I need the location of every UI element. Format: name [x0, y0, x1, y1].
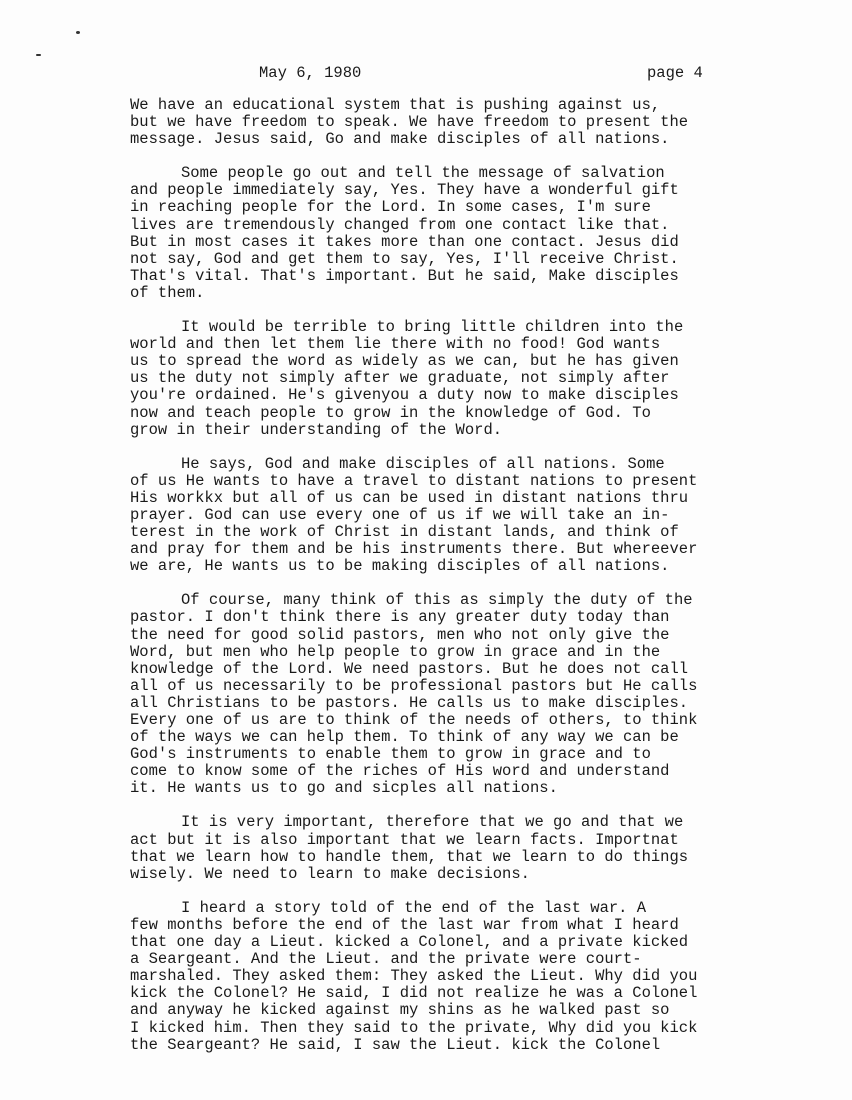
text-line: and anyway he kicked against my shins as he walked past so [130, 1001, 670, 1020]
text-line: grow in their understanding of the Word. [130, 420, 503, 439]
text-line: But in most cases it takes more than one contact. Jesus did [130, 232, 679, 251]
text-line: the Seargeant? He said, I saw the Lieut. kick the Colonel [130, 1035, 661, 1054]
text-line: Word, but men who help people to grow in grace and in the [130, 642, 661, 661]
text-line: Some people go out and tell the message of salvation [181, 164, 665, 183]
text-line: the need for good solid pastors, men who not only give the [130, 625, 670, 644]
paragraph [130, 900, 820, 1054]
text-line: He says, God and make disciples of all nations. Some [181, 454, 665, 473]
text-line: It would be terrible to bring little children into the [181, 318, 684, 337]
text-line: not say, God and get them to say, Yes, I'll receive Christ. [130, 249, 679, 268]
ink-speck [36, 54, 41, 56]
paragraph [130, 456, 820, 576]
text-line: we are, He wants us to be making disciples of all nations. [130, 557, 670, 576]
text-line: kick the Colonel? He said, I did not realize he was a Colonel [130, 984, 698, 1003]
text-line: We have an educational system that is pushing against us, [130, 96, 661, 114]
text-line: that one day a Lieut. kicked a Colonel, and a private kicked [130, 933, 689, 952]
paragraph [130, 165, 820, 302]
text-line: That's vital. That's important. But he said, Make disciples [130, 266, 679, 285]
text-line: few months before the end of the last war from what I heard [130, 915, 679, 934]
text-line: of us He wants to have a travel to distant nations to present [130, 471, 698, 490]
text-line: I heard a story told of the end of the last war. A [181, 898, 647, 917]
text-line: Every one of us are to think of the needs of others, to think [130, 711, 698, 729]
text-line: prayer. God can use every one of us if we will take an in- [130, 505, 670, 524]
text-line: of them. [130, 283, 205, 302]
text-line: a Seargeant. And the Lieut. and the private were court- [130, 950, 642, 969]
text-line: and pray for them and be his instruments there. But whereever [130, 540, 698, 559]
text-line: God's instruments to enable them to grow in grace and to [130, 745, 651, 764]
text-line: message. Jesus said, Go and make disciples of all nations. [130, 130, 670, 149]
paragraph [130, 814, 820, 882]
text-line: terest in the work of Christ in distant lands, and think of [130, 523, 679, 542]
paragraph [130, 97, 820, 148]
text-line: world and then let them lie there with no food! God wants [130, 335, 661, 354]
text-line: Of course, many think of this as simply the duty of the [181, 591, 693, 610]
header-date: May 6, 1980 [259, 64, 362, 82]
text-line: come to know some of the riches of His word and understand [130, 762, 670, 781]
text-line: lives are tremendously changed from one contact like that. [130, 215, 670, 234]
text-line: wisely. We need to learn to make decisions. [130, 864, 530, 883]
text-line: I kicked him. Then they said to the private, Why did you kick [130, 1018, 698, 1037]
page-header [0, 64, 852, 84]
text-line: all Christians to be pastors. He calls us to make disciples. [130, 693, 689, 712]
text-line: pastor. I don't think there is any greater duty today than [130, 608, 670, 627]
text-line: His workkx but all of us can be used in distant nations thru [130, 488, 689, 507]
text-line: It is very important, therefore that we go and that we [181, 813, 684, 832]
text-line: that we learn how to handle them, that we learn to do things [130, 847, 689, 866]
text-line: it. He wants us to go and sicples all nations. [130, 779, 558, 798]
text-line: now and teach people to grow in the knowledge of God. To [130, 403, 651, 422]
header-page-number: page 4 [647, 64, 703, 82]
text-line: us the duty not simply after we graduate, not simply after [130, 369, 670, 388]
paragraph [130, 319, 820, 439]
text-line: knowledge of the Lord. We need pastors. But he does not call [130, 659, 689, 678]
text-line: marshaled. They asked them: They asked the Lieut. Why did you [130, 967, 698, 986]
text-line: of the ways we can help them. To think of any way we can be [130, 728, 679, 747]
text-line: you're ordained. He's givenyou a duty now to make disciples [130, 386, 679, 405]
text-line: all of us necessarily to be professional pastors but He calls [130, 676, 698, 695]
text-line: us to spread the word as widely as we can, but he has given [130, 352, 679, 371]
paragraph [130, 592, 820, 797]
text-line: act but it is also important that we learn facts. Importnat [130, 830, 679, 849]
text-line: and people immediately say, Yes. They have a wonderful gift [130, 181, 679, 200]
document-body [130, 97, 820, 1054]
text-line: but we have freedom to speak. We have freedom to present the [130, 113, 689, 132]
text-line: in reaching people for the Lord. In some cases, I'm sure [130, 198, 651, 217]
ink-speck [76, 31, 80, 34]
